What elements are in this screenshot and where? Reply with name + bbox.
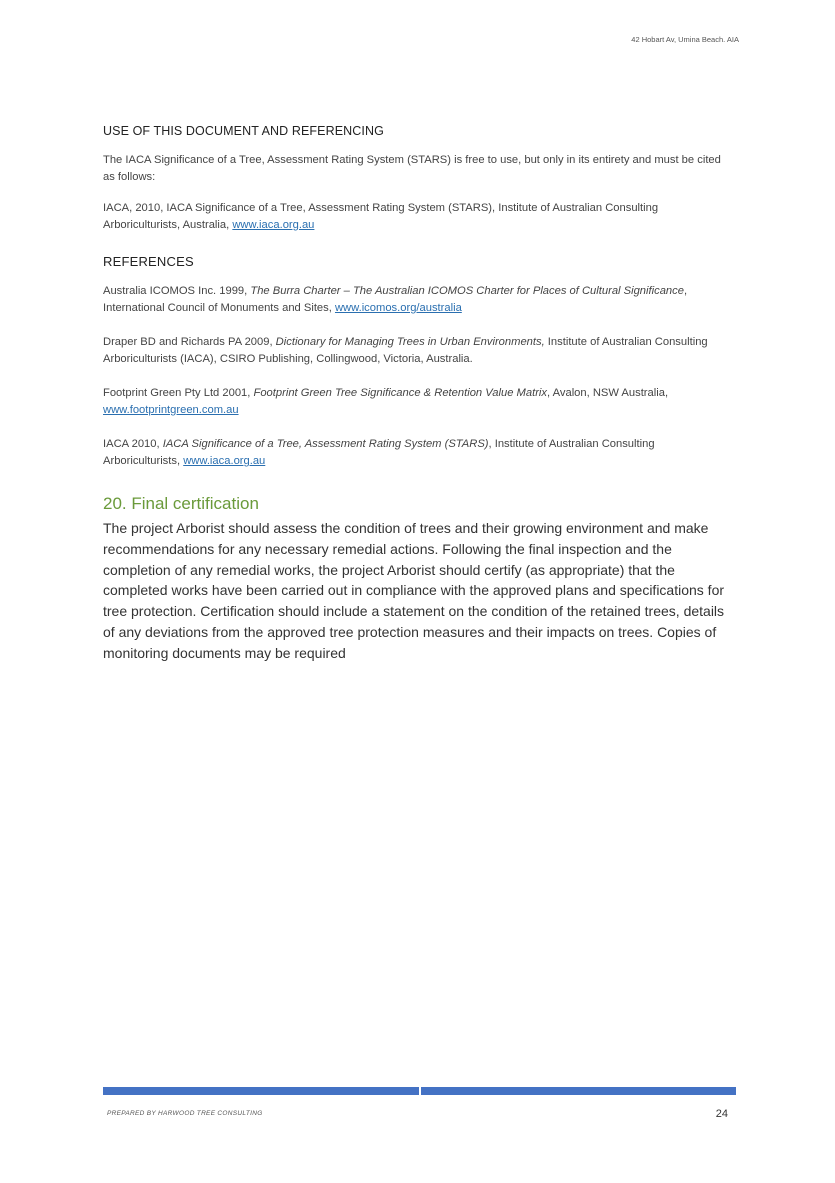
- certification-heading: 20. Final certification: [103, 494, 259, 513]
- reference-publisher: , Avalon, NSW Australia,: [547, 387, 669, 399]
- reference-item: [103, 385, 733, 419]
- use-section-heading: USE OF THIS DOCUMENT AND REFERENCING: [103, 124, 384, 138]
- reference-item: [103, 436, 733, 470]
- reference-item: [103, 334, 733, 368]
- certification-body: The project Arborist should assess the condition of trees and their growing environment and make recommendations for any necessary remedial actions. Following the final inspection and the completion of any remedial works, the project Arborist should certify (as appropriate) that the completed works have been carried out in compliance with the approved plans and specifications for tree protection. Certification should include a statement on the condition of the retained trees, details of any deviations from the approved tree protection measures and their impacts on trees. Copies of monitoring documents may be required: [103, 520, 725, 661]
- header-address: 42 Hobart Av, Umina Beach. AIA: [631, 35, 739, 44]
- reference-author: Australia ICOMOS Inc. 1999,: [103, 285, 251, 297]
- references-heading: REFERENCES: [103, 254, 194, 269]
- reference-publisher: , Institute of Australian Consulting Arboriculturists,: [103, 438, 655, 467]
- reference-author: Draper BD and Richards PA 2009,: [103, 336, 276, 348]
- reference-title: Dictionary for Managing Trees in Urban Environments,: [275, 336, 545, 348]
- reference-title: The Burra Charter – The Australian ICOMOS Charter for Places of Cultural Significance: [250, 285, 684, 297]
- iaca-link[interactable]: www.iaca.org.au: [232, 219, 315, 231]
- reference-title: Footprint Green Tree Significance & Retention Value Matrix: [253, 387, 548, 399]
- page-content: [103, 124, 733, 664]
- reference-publisher: Institute of Australian Consulting Arboriculturists (IACA), CSIRO Publishing, Collingwood, Victoria, Australia.: [103, 336, 708, 365]
- reference-publisher: , International Council of Monuments and Sites,: [103, 285, 688, 314]
- use-citation-text: IACA, 2010, IACA Significance of a Tree, Assessment Rating System (STARS), Institute of Australian Consulting Arboriculturists, Australia,: [103, 202, 659, 231]
- footer-prepared-by: PREPARED BY HARWOOD TREE CONSULTING: [107, 1110, 263, 1117]
- footprintgreen-link[interactable]: www.footprintgreen.com.au: [103, 404, 239, 416]
- use-paragraph-1: The IACA Significance of a Tree, Assessment Rating System (STARS) is free to use, but only in its entirety and must be cited as follows:: [103, 154, 721, 183]
- reference-author: Footprint Green Pty Ltd 2001,: [103, 387, 254, 399]
- use-paragraph-2: [103, 200, 733, 234]
- footer-bar-right: [421, 1087, 736, 1095]
- footer-accent-bar: [103, 1087, 736, 1095]
- reference-item: [103, 283, 733, 317]
- footer-bar-left: [103, 1087, 419, 1095]
- iaca-reference-link[interactable]: www.iaca.org.au: [183, 455, 266, 467]
- icomos-link[interactable]: www.icomos.org/australia: [334, 302, 462, 314]
- reference-title: IACA Significance of a Tree, Assessment Rating System (STARS): [162, 438, 489, 450]
- reference-author: IACA 2010,: [103, 438, 163, 450]
- page-number: 24: [715, 1108, 728, 1120]
